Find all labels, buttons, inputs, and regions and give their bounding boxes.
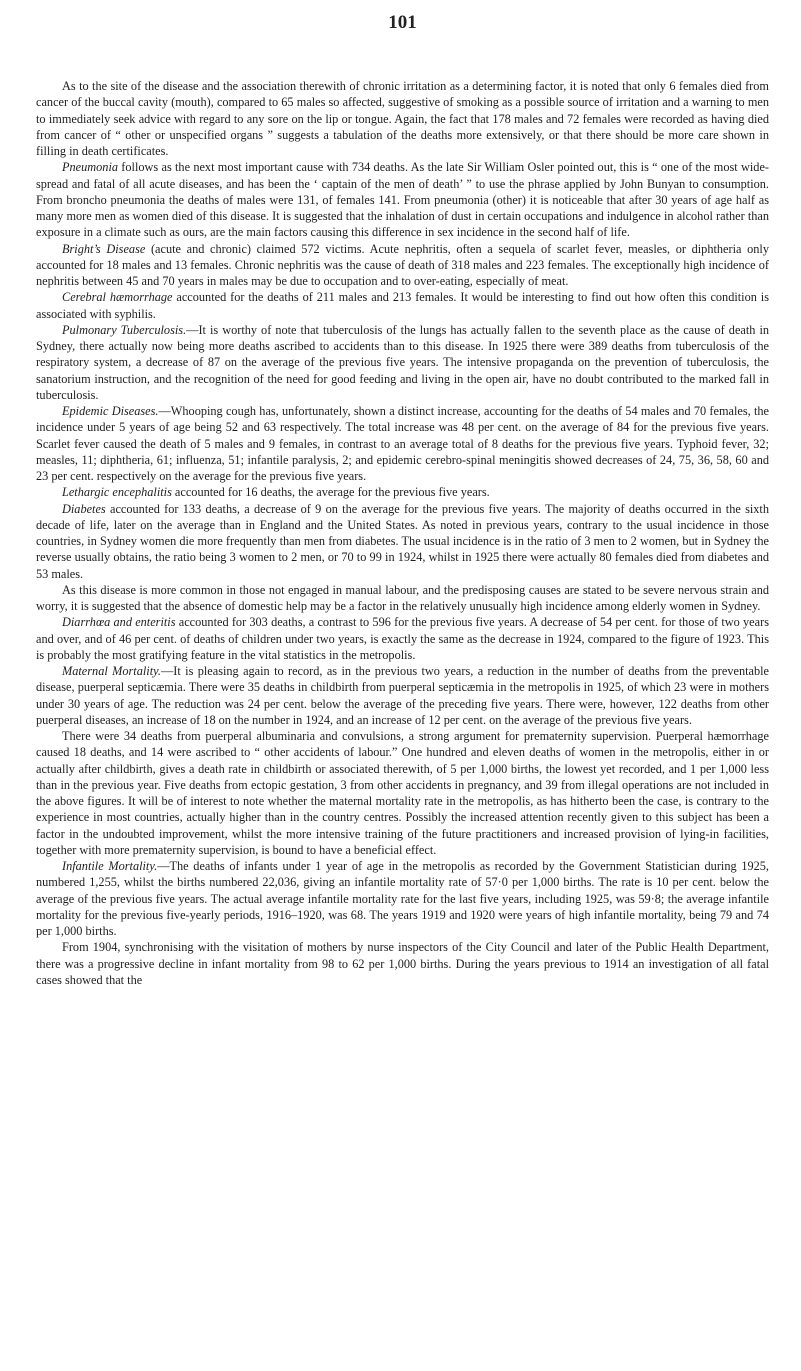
paragraph-text: —The deaths of infants under 1 year of age in the metropolis as recorded by the Government Statistician during 1925, numbered 1,255, whilst the births numbered 22,036, giving an infantile mortality rate of 57·0 per 1,000 births. The rate is 10 per cent. below the average of the previous five years. The actual average infantile mortality rate for the last five years, including 1925, was 59·8; the average infantile mortality for the previous five-yearly periods, 1916–1920, was 68. The years 1919 and 1920 were years of high infantile mortality, being 79 and 74 per 1,000 births. — [36, 859, 769, 938]
paragraph-heading: Infantile Mortality. — [62, 859, 158, 873]
paragraph-heading: Bright’s Disease — [62, 241, 146, 256]
paragraph — [36, 614, 769, 663]
paragraph-text: accounted for the deaths of 211 males and 213 females. It would be interesting to find out how often this condition is associated with syphilis. — [36, 290, 769, 321]
paragraph — [36, 241, 769, 290]
paragraph — [36, 939, 769, 988]
page-number: 101 — [388, 12, 417, 33]
paragraph — [36, 403, 769, 484]
paragraph — [36, 728, 769, 858]
paragraph-text: (acute and chronic) claimed 572 victims. Acute nephritis, often a sequela of scarlet fever, measles, or diphtheria only accounted for 18 males and 13 females. Chronic nephritis was the cause of death of 318 males and 223 females. The exceptionally high incidence of nephritis between 45 and 70 years in males may be due to occupation and to over-eating, especially of meat. — [36, 241, 769, 288]
paragraph — [36, 159, 769, 240]
paragraph-text: accounted for 303 deaths, a contrast to 596 for the previous five years. A decrease of 54 per cent. for those of two years and over, and of 46 per cent. of deaths of children under two years, is exactly the same as the decrease in 1924, compared to the figure of 1923. This is probably the most gratifying feature in the vital statistics in the metropolis. — [36, 615, 769, 662]
paragraph — [36, 858, 769, 939]
body-text — [36, 78, 769, 988]
paragraph — [36, 501, 769, 582]
paragraph — [36, 663, 769, 728]
paragraph-heading: Maternal Mortality. — [62, 664, 161, 678]
paragraph-text: As this disease is more common in those not engaged in manual labour, and the predisposing causes are stated to be severe nervous strain and worry, it is suggested that the absence of domestic help may be a factor in the relatively unusually high incidence among elderly women in Sydney. — [36, 582, 769, 613]
paragraph-heading: Lethargic encephalitis — [62, 485, 172, 500]
paragraph-heading: Diarrhœa and enteritis — [62, 615, 176, 630]
paragraph-text: There were 34 deaths from puerperal albuminaria and convulsions, a strong argument for prematernity supervision. Puerperal hæmorrhage caused 18 deaths, and 14 were ascribed to “ other accidents of labour.” One hundred and eleven deaths of women in the metropolis, either in or actually after childbirth, gives a death rate in childbirth or associated therewith, of 5 per 1,000 births, the lowest yet recorded, and 1 per 1,000 less than in the previous year. Five deaths from ectopic gestation, 3 from other accidents in pregnancy, and 39 from illegal operations are not included in the above figures. It will be of interest to note whether the maternal mortality rate in the metropolis, as has hitherto been the case, is contrary to the experience in most countries, actually higher than in the country centres. Possibly the increased attention recently given to this subject has been a factor in the undoubted improvement, whilst the more intensive training of the future practitioners and increased provision of lying-in facilities, together with more prematernity supervision, is bound to have a beneficial effect. — [36, 729, 769, 857]
paragraph — [36, 582, 769, 615]
paragraph-text: From 1904, synchronising with the visitation of mothers by nurse inspectors of the City Council and later of the Public Health Department, there was a progressive decline in infant mortality from 98 to 62 per 1,000 births. During the years previous to 1914 an investigation of all fatal cases showed that the — [36, 940, 769, 987]
paragraph — [36, 484, 769, 500]
paragraph-text: follows as the next most important cause with 734 deaths. As the late Sir William Osler pointed out, this is “ one of the most wide-spread and fatal of all acute diseases, and has been the ‘ captain of the men of death’ ” to use the phrase applied by John Bunyan to consumption. From broncho pneumonia the deaths of males were 131, of females 141. From pneumonia (other) it is noticeable that after 30 years of age half as many more men as women died of this disease. It is suggested that the inhalation of dust in certain occupations and indulgence in alcohol rather than exposure in a climate such as ours, are the main factors causing this difference in sex incidence in the second half of life. — [36, 160, 769, 240]
paragraph-text: As to the site of the disease and the association therewith of chronic irritation as a determining factor, it is noted that only 6 females died from cancer of the buccal cavity (mouth), compared to 65 males so affected, suggestive of smoking as a possible source of irritation and a warning to men to immediately seek advice with regard to any sore on the lip or tongue. Again, the fact that 178 males and 72 females were recorded as having died from cancer of “ other or unspecified organs ” suggests a tabulation of the deaths more extensively, or that there should be more care shown in filling in death certificates. — [36, 79, 769, 158]
paragraph-heading: Cerebral hæmorrhage — [62, 290, 173, 305]
paragraph-heading: Pulmonary Tuberculosis. — [62, 322, 187, 337]
paragraph-text: —It is worthy of note that tuberculosis of the lungs has actually fallen to the seventh place as the cause of death in Sydney, there actually now being more deaths ascribed to accidents than to this disease. In 1925 there were 389 deaths from tuberculosis of the respiratory system, a decrease of 87 on the average of the previous five years. The intensive propaganda on the prevention of tuberculosis, the sanatorium instruction, and the recognition of the need for good feeding and living in the open air, have no doubt contributed to the marked fall in tuberculosis. — [36, 322, 770, 402]
paragraph-text: —Whooping cough has, unfortunately, shown a distinct increase, accounting for the deaths of 54 males and 70 females, the incidence under 5 years of age being 52 and 63 respectively. The total increase was 48 per cent. on the average of 84 for the previous five years. Scarlet fever caused the death of 5 males and 9 females, in contrast to an average total of 8 deaths for the previous five years. Typhoid fever, 32; measles, 11; diphtheria, 61; influenza, 51; infantile paralysis, 2; and epidemic cerebro-spinal meningitis showed decreases of 24, 75, 36, 58, 60 and 23 per cent. respectively on the average for the previous five years. — [36, 404, 769, 483]
paragraph — [36, 322, 769, 403]
paragraph — [36, 289, 769, 322]
paragraph-heading: Epidemic Diseases. — [62, 404, 159, 418]
paragraph-heading: Diabetes — [62, 501, 106, 516]
paragraph — [36, 78, 769, 159]
paragraph-text: accounted for 133 deaths, a decrease of 9 on the average for the previous five years. The majority of deaths occurred in the sixth decade of life, later on the average than in England and the United States. As noted in previous years, contrary to the usual incidence in those countries, in Sydney women die more frequently than men from diabetes. The usual incidence is in the ratio of 3 men to 2 women, but in Sydney the reverse usually obtains, the ratio being 3 women to 2 men, or 70 to 99 in 1924, whilst in 1925 there were actually 80 females died from diabetes and 53 males. — [36, 501, 769, 581]
paragraph-text: accounted for 16 deaths, the average for the previous five years. — [171, 485, 490, 500]
paragraph-heading: Pneumonia — [62, 160, 119, 175]
paragraph-text: —It is pleasing again to record, as in the previous two years, a reduction in the number of deaths from the preventable disease, puerperal septicæmia. There were 35 deaths in childbirth from puerperal septicæmia in the metropolis in 1925, of which 23 were in mothers under 30 years of age. The reduction was 24 per cent. below the average of the preceding five years. There were, however, 122 deaths from other puerperal diseases, an increase of 18 on the number in 1924, and an increase of 12 per cent. on the average of the previous five years. — [36, 664, 769, 727]
